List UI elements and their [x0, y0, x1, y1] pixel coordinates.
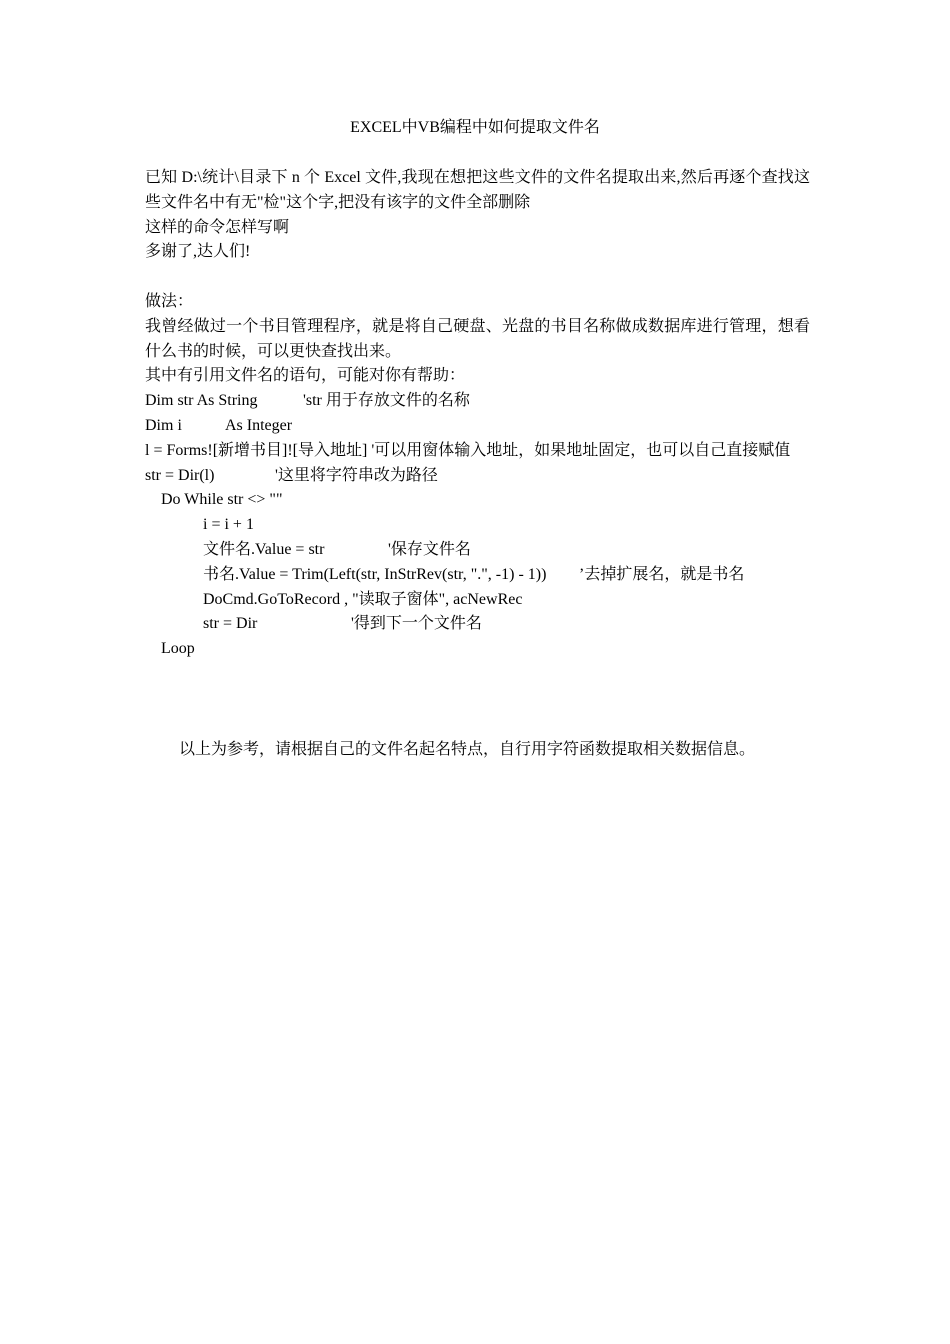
blank-line: [145, 265, 810, 290]
code-line-10: [145, 612, 810, 637]
answer-paragraph-1: 我曾经做过一个书目管理程序，就是将自己硬盘、光盘的书目名称做成数据库进行管理，想看什么书的时候，可以更快查找出来。: [145, 317, 810, 360]
document-title: EXCEL中VB编程中如何提取文件名: [350, 119, 600, 136]
code-line-6: i = i + 1: [203, 516, 254, 534]
code-comment: '这里将字符串改为路径: [275, 466, 438, 484]
question-line-1: 已知 D:\统计\目录下 n 个 Excel 文件,我现在想把这些文件的文件名提取出来,然后再逐个查找这些文件名中有无"检"这个字,把没有该字的文件全部删除: [145, 169, 810, 211]
code-statement: str = Dir(l): [145, 466, 215, 484]
code-statement: 书名.Value = Trim(Left(str, InStrRev(str, ".", -1) - 1)): [203, 565, 547, 583]
code-statement: 文件名.Value = str: [203, 540, 325, 558]
code-line-3: l = Forms![新增书目]![导入地址] '可以用窗体输入地址，如果地址固定，也可以自己直接赋值: [145, 441, 791, 459]
question-line-2: 这样的命令怎样写啊: [145, 218, 290, 236]
document-body: [145, 166, 810, 662]
code-type: As Integer: [225, 416, 293, 434]
code-line-5: Do While str <> "": [161, 491, 283, 509]
code-line-7: [145, 538, 810, 563]
code-statement: str = Dir: [203, 615, 258, 633]
closing-note: 以上为参考，请根据自己的文件名起名特点，自行用字符函数提取相关数据信息。: [179, 741, 756, 758]
code-comment: 'str 用于存放文件的名称: [303, 392, 470, 410]
answer-heading: 做法：: [145, 292, 194, 310]
code-comment: '得到下一个文件名: [351, 615, 482, 633]
code-comment: ’去掉扩展名，就是书名: [579, 565, 745, 583]
code-line-11: Loop: [161, 640, 195, 658]
answer-paragraph-2: 其中有引用文件名的语句，可能对你有帮助：: [145, 367, 466, 385]
code-line-2: [145, 414, 810, 439]
code-line-9: DoCmd.GoToRecord , "读取子窗体", acNewRec: [203, 590, 523, 608]
question-line-3: 多谢了,达人们!: [145, 243, 251, 261]
code-comment: '保存文件名: [388, 540, 471, 558]
code-line-1: [145, 389, 810, 414]
code-statement: Dim str As String: [145, 392, 258, 410]
code-line-8: [145, 563, 810, 588]
code-line-4: [145, 464, 810, 489]
code-statement: Dim i: [145, 416, 182, 434]
